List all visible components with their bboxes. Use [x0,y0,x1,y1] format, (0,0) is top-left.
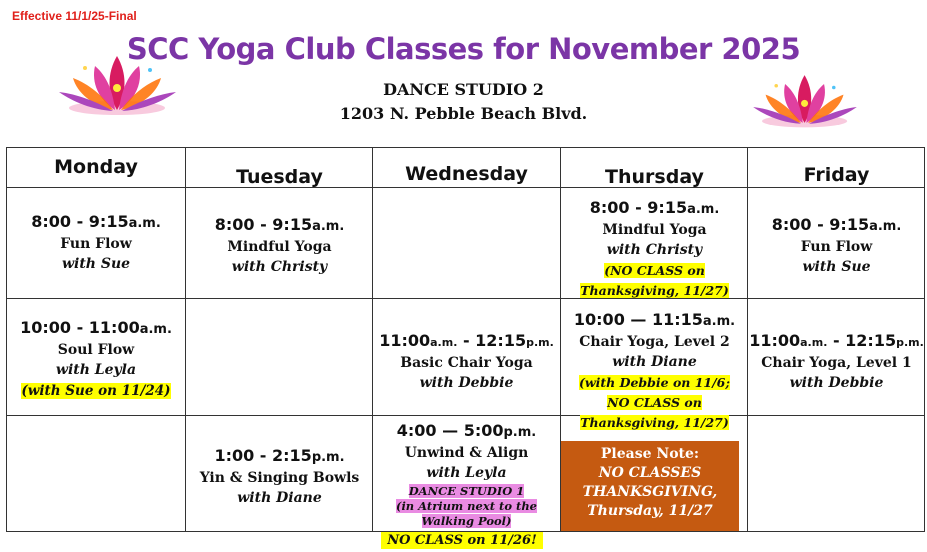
class-name: Fun Flow [60,236,132,252]
class-time: 11:00a.m. - 12:15p.m. [749,331,924,350]
class-location: DANCE STUDIO 1 [408,484,525,498]
lotus-left-image [55,48,180,118]
class-cell-thursday-1 [561,198,748,300]
class-name: Chair Yoga, Level 1 [761,355,912,371]
please-note-heading: Please Note: [600,446,700,462]
class-name: Yin & Singing Bowls [199,470,360,486]
class-time: 4:00 — 5:00p.m. [396,421,537,440]
please-note-text: THANKSGIVING, [582,484,718,500]
class-teacher: with Christy [606,242,703,258]
class-cell-friday-2 [748,331,925,393]
class-teacher: with Diane [612,354,697,370]
class-teacher: with Diane [237,490,322,506]
class-teacher: with Sue [802,259,871,275]
class-note: (with Sue on 11/24) [21,383,171,399]
class-time: 11:00a.m. - 12:15p.m. [379,331,554,350]
lotus-right-image [745,68,865,130]
class-time: 10:00 - 11:00a.m. [20,318,172,337]
class-cell-monday-2 [6,318,186,400]
class-name: Fun Flow [800,239,873,255]
class-teacher: with Debbie [789,375,884,391]
day-header-wednesday: Wednesday [405,163,528,185]
day-header-tuesday: Tuesday [236,166,323,188]
class-note: NO CLASS on [607,395,702,410]
class-name: Basic Chair Yoga [400,355,533,371]
please-note-text: NO CLASSES [598,465,702,481]
class-note: (with Debbie on 11/6; [578,375,730,390]
no-class-note: NO CLASS on 11/26! [381,532,543,549]
studio-name: DANCE STUDIO 2 [383,80,544,99]
class-name: Mindful Yoga [227,239,332,255]
effective-date: Effective 11/1/25-Final [12,9,137,23]
please-note-text: Thursday, 11/27 [587,503,713,519]
class-cell-monday-1 [6,212,186,274]
grid-line [6,147,925,148]
class-time: 8:00 - 9:15a.m. [589,198,720,217]
class-cell-tuesday-1 [186,215,373,277]
class-note: Thanksgiving, 11/27) [580,283,729,298]
class-teacher: with Leyla [55,362,137,378]
class-cell-wednesday-2 [373,331,560,393]
page-title: SCC Yoga Club Classes for November 2025 [126,32,801,66]
class-teacher: with Christy [231,259,328,275]
class-cell-friday-1 [748,215,925,277]
grid-line [6,415,925,416]
day-header-thursday: Thursday [605,166,704,188]
class-teacher: with Leyla [426,465,507,481]
class-teacher: with Debbie [419,375,514,391]
class-time: 8:00 - 9:15a.m. [31,212,161,231]
class-name: Chair Yoga, Level 2 [579,334,730,350]
day-header-friday: Friday [803,164,870,186]
class-name: Soul Flow [57,342,135,358]
class-time: 10:00 — 11:15a.m. [573,310,736,329]
day-header-monday: Monday [54,156,138,178]
class-cell-thursday-2 [561,310,748,432]
class-time: 1:00 - 2:15p.m. [214,446,345,465]
please-note-box [561,441,739,531]
class-cell-tuesday-3 [186,446,373,508]
class-note: Thanksgiving, 11/27) [580,415,729,430]
class-location: Walking Pool) [421,514,512,528]
grid-line [6,298,925,299]
class-teacher: with Sue [61,256,131,272]
studio-address: 1203 N. Pebble Beach Blvd. [339,104,588,123]
class-time: 8:00 - 9:15a.m. [771,215,902,234]
class-location: (in Atrium next to the [396,499,537,513]
class-name: Unwind & Align [404,445,529,461]
class-name: Mindful Yoga [602,222,707,238]
grid-line [6,187,925,188]
class-cell-wednesday-3 [373,421,560,528]
class-time: 8:00 - 9:15a.m. [214,215,345,234]
class-note: (NO CLASS on [604,263,705,278]
